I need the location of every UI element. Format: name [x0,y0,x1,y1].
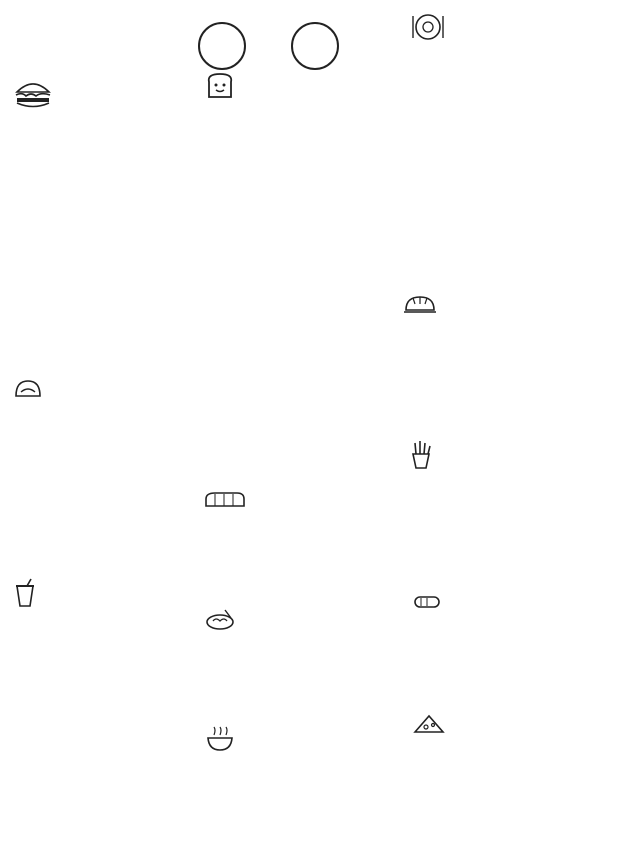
pocket-burger-icon [13,378,43,400]
egg-plate-icon [410,10,446,44]
noodle-plate-icon [205,608,235,632]
bread-icon [205,70,235,100]
cheese-pancake-icon [412,712,446,738]
fries-icon [408,440,434,470]
thick-toast-icon [203,490,247,512]
wrap-roll-icon [412,592,442,612]
takeout-circle[interactable] [291,22,339,70]
burger-icon [14,78,52,108]
drink-cup-icon [14,578,36,608]
dumpling-icon [403,292,437,318]
dine-in-circle[interactable] [198,22,246,70]
hotpot-bowl-icon [205,726,235,752]
